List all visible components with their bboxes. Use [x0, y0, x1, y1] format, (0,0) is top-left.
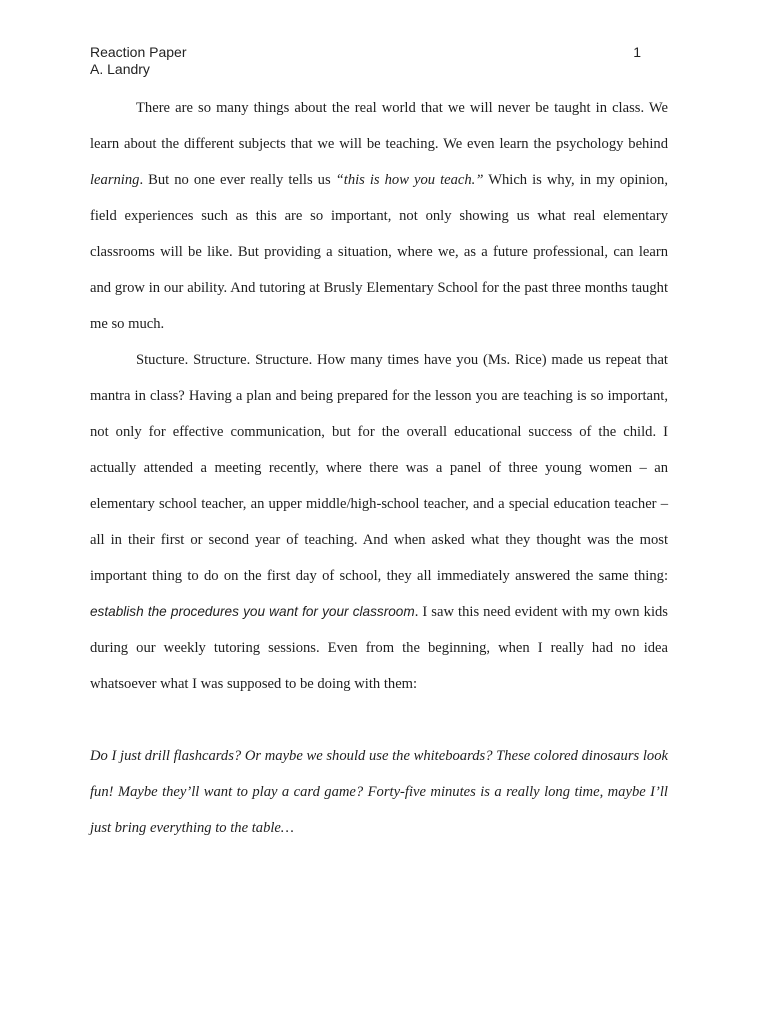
paragraph-text: There are so many things about the real world that we will never be taught in class. We learn about the different subjects that we will be teaching. We even learn the psychology behind [90, 100, 668, 152]
page-header [90, 44, 650, 78]
italic-inner-monologue: Do I just drill flashcards? Or maybe we should use the whiteboards? These colored dinosaurs look fun! Maybe they’ll want to play a card game? Forty-five minutes is a really long time, maybe I’ll just bring everything to the table… [90, 748, 668, 836]
page-number: 1 [633, 44, 641, 60]
document-body [90, 90, 668, 846]
paragraph-text: Stucture. Structure. Structure. How many times have you (Ms. Rice) made us repeat that mantra in class? Having a plan and being prepared for the lesson you are teaching is so important, not only for effective communication, but for the overall educational success of the child. I actually attended a meeting recently, where there was a panel of three young women – an elementary school teacher, an upper middle/high-school teacher, and a special education teacher – all in their first or second year of teaching. And when asked what they thought was the most important thing to do on the first day of school, they all immediately answered the same thing: [90, 352, 668, 584]
header-author: A. Landry [90, 61, 150, 77]
paragraph-structure [90, 342, 668, 702]
italic-quote: “this is how you teach.” [335, 172, 484, 188]
paragraph-text: Which is why, in my opinion, field experiences such as this are so important, not only showing us what real elementary classrooms will be like. But providing a situation, where we, as a future professional, can learn and grow in our ability. And tutoring at Brusly Elementary School for the past three months taught me so much. [90, 172, 668, 332]
italic-emphasis: establish the procedures you want for your classroom [90, 604, 415, 619]
header-title: Reaction Paper [90, 44, 187, 60]
paragraph-text: . I saw this need evident with my own kids during our weekly tutoring sessions. Even from the beginning, when I really had no idea whatsoever what I was supposed to be doing with them: [90, 604, 668, 692]
italic-emphasis: learning [90, 172, 140, 188]
paragraph-text: . But no one ever really tells us [139, 172, 336, 188]
paragraph-intro [90, 90, 668, 342]
